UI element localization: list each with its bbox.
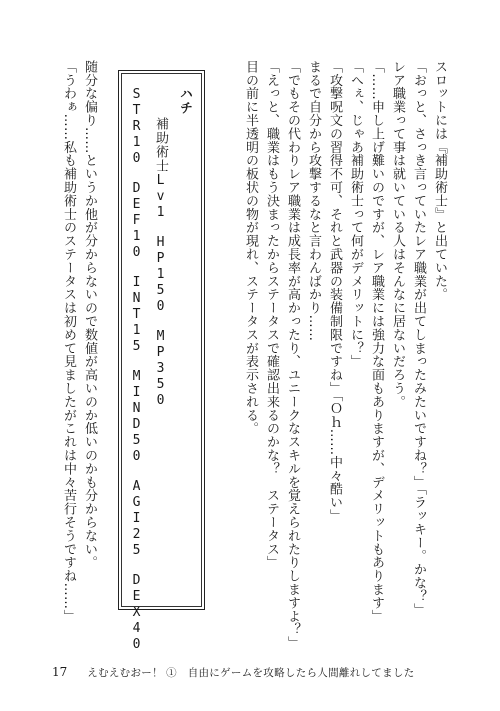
text-line: 「攻撃呪文の習得不可、それと武器の装備制限ですね」「Ｏｈ……中々酷い」 <box>327 60 342 523</box>
text-line: 「えっと、職業はもう決まったからステータスで確認出来るのかな？ ステータス」 <box>264 60 279 570</box>
page-footer <box>52 665 415 679</box>
text-line: 「……申し上げ難いのですが、レア職業には強力な面もありますが、デメリットもあります」 <box>369 60 384 623</box>
text-line: 目の前に半透明の板状の物が現れ、ステータスが表示される。 <box>243 60 258 436</box>
page-number: 17 <box>52 665 68 679</box>
text-line: レア職業って事は就いている人はそんなに居ないだろう。 <box>390 60 405 409</box>
text-line: スロットには『補助術士』と出ていた。 <box>432 60 447 302</box>
text-line: まるで自分から攻撃するなと言わんばかり…… <box>306 60 321 342</box>
text-line: 「でもその代わりレア職業は成長率が高かったり、ユニークなスキルを覚えられたりしますよ？」 <box>285 60 300 650</box>
text-line: 「おっと、さっき言っていたレア職業が出てしまったみたいですね？」「ラッキー。かな？」 <box>411 60 426 617</box>
status-class-hp-mp: 補助術士Lv1 HP150 MP350 <box>153 117 168 409</box>
book-title: えむえむおー！ ① 自由にゲームを攻略したら人間離れしてました <box>87 666 415 679</box>
status-window <box>118 70 205 653</box>
text-line: 「うわぁ……私も補助術士のステータスは初めて見ましたがこれは中々苦行そうですね……」 <box>61 60 76 623</box>
text-line: 随分な偏り……というか他が分からないので数値が高いのか低いのかも分からない。 <box>82 60 97 570</box>
status-attributes: STR10 DEF10 INT15 MIND50 AGI25 DEX40 <box>129 87 144 653</box>
status-character-name: ハチ <box>177 87 192 115</box>
text-line: 「へぇ、じゃあ補助術士って何がデメリットに？」 <box>348 60 363 369</box>
